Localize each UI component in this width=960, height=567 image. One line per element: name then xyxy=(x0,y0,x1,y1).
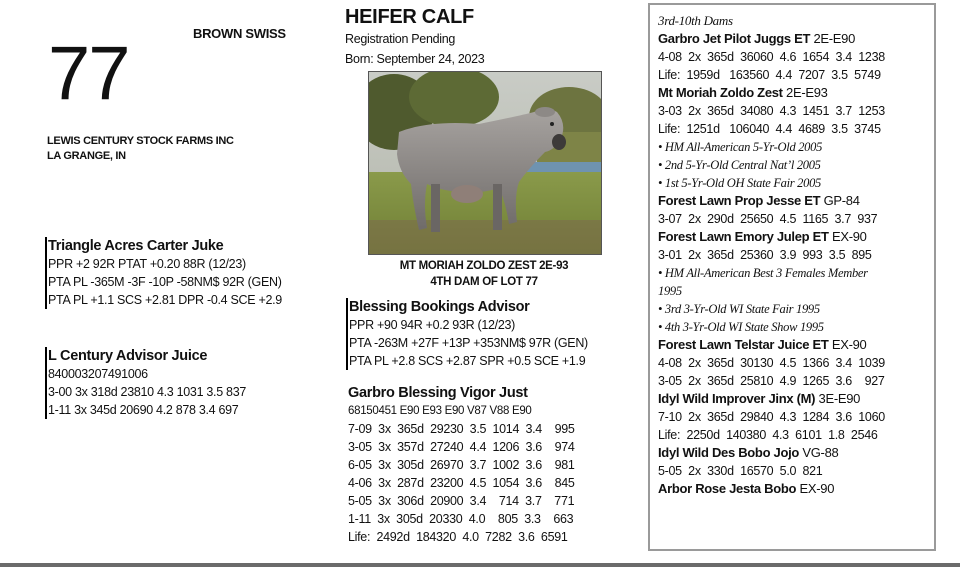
dam-line: 840003207491006 xyxy=(48,367,148,381)
dam-entry-award: • 1st 5-Yr-Old OH State Fair 2005 xyxy=(658,176,821,190)
dam-entry-record: 5-05 2x 330d 16570 5.0 821 xyxy=(658,464,823,478)
lot-number: 77 xyxy=(48,31,129,116)
granddam-record: 5-05 3x 306d 20900 3.4 714 3.7 771 xyxy=(348,494,575,508)
mgs-line: PPR +90 94R +0.2 93R (12/23) xyxy=(349,318,516,332)
dam-entry-record: 4-08 2x 365d 36060 4.6 1654 3.4 1238 xyxy=(658,50,885,64)
dam-entry-award: • 2nd 5-Yr-Old Central Nat’l 2005 xyxy=(658,158,821,172)
dam-entry-record: Life: 2250d 140380 4.3 6101 1.8 2546 xyxy=(658,428,878,442)
dam-entry-name: Forest Lawn Prop Jesse ET GP-84 xyxy=(658,193,860,208)
photo-caption xyxy=(368,258,600,290)
granddam-record: 3-05 3x 357d 27240 4.4 1206 3.6 974 xyxy=(348,440,575,454)
sire-line: PTA PL +1.1 SCS +2.81 DPR -0.4 SCE +2.9 xyxy=(48,293,282,307)
dam-entry-award: • HM All-American Best 3 Females Member xyxy=(658,266,868,280)
photo-caption-relation: 4TH DAM OF LOT 77 xyxy=(430,276,538,288)
mgs-name: Blessing Bookings Advisor xyxy=(349,299,530,315)
dam-entry-record: 3-03 2x 365d 34080 4.3 1451 3.7 1253 xyxy=(658,104,885,118)
sire-line: PPR +2 92R PTAT +0.20 88R (12/23) xyxy=(48,257,246,271)
dam-name: L Century Advisor Juice xyxy=(48,348,208,364)
registration-status: Registration Pending xyxy=(345,32,456,46)
dam-entry-record: 7-10 2x 365d 29840 4.3 1284 3.6 1060 xyxy=(658,410,885,424)
granddam-lifetime: Life: 2492d 184320 4.0 7282 3.6 6591 xyxy=(348,530,568,544)
dams-panel xyxy=(648,3,936,551)
sire-block xyxy=(45,237,282,309)
bottom-rule xyxy=(0,563,960,567)
dam-entry-record: 4-08 2x 365d 30130 4.5 1366 3.4 1039 xyxy=(658,356,885,370)
granddam-id: 68150451 E90 E93 E90 V87 V88 E90 xyxy=(348,405,532,417)
granddam-record: 7-09 3x 365d 29230 3.5 1014 3.4 995 xyxy=(348,422,575,436)
dam-entry-name: Forest Lawn Telstar Juice ET EX-90 xyxy=(658,337,867,352)
page-title: HEIFER CALF xyxy=(345,6,474,28)
owner-name: LEWIS CENTURY STOCK FARMS INC xyxy=(47,135,234,147)
dam-entry-name: Idyl Wild Improver Jinx (M) 3E-E90 xyxy=(658,391,861,406)
dam-entry-name: Arbor Rose Jesta Bobo EX-90 xyxy=(658,481,835,496)
dam-entry-award: 1995 xyxy=(658,284,682,298)
mgs-block xyxy=(346,298,588,370)
mgs-line: PTA -263M +27F +13P +353NM$ 97R (GEN) xyxy=(349,336,588,350)
photo-caption-name: MT MORIAH ZOLDO ZEST 2E-93 xyxy=(399,260,569,272)
breed-label: BROWN SWISS xyxy=(193,26,286,41)
dam-entry-name: Mt Moriah Zoldo Zest 2E-E93 xyxy=(658,85,828,100)
granddam-name: Garbro Blessing Vigor Just xyxy=(348,385,528,401)
dam-entry-record: Life: 1251d 106040 4.4 4689 3.5 3745 xyxy=(658,122,881,136)
cow-photo xyxy=(368,71,602,255)
granddam-block xyxy=(348,384,575,546)
dam-entry-name: Garbro Jet Pilot Juggs ET 2E-E90 xyxy=(658,31,856,46)
sire-line: PTA PL -365M -3F -10P -58NM$ 92R (GEN) xyxy=(48,275,282,289)
granddam-record: 1-11 3x 305d 20330 4.0 805 3.3 663 xyxy=(348,512,574,526)
mgs-line: PTA PL +2.8 SCS +2.87 SPR +0.5 SCE +1.9 xyxy=(349,354,586,368)
dam-entry-record: 3-01 2x 365d 25360 3.9 993 3.5 895 xyxy=(658,248,872,262)
owner-location: LA GRANGE, IN xyxy=(47,150,126,162)
dam-entry-name: Idyl Wild Des Bobo Jojo VG-88 xyxy=(658,445,839,460)
dam-line: 1-11 3x 345d 20690 4.2 878 3.4 697 xyxy=(48,403,239,417)
dams-header: 3rd-10th Dams xyxy=(658,13,733,28)
dam-entry-name: Forest Lawn Emory Julep ET EX-90 xyxy=(658,229,867,244)
birth-date: Born: September 24, 2023 xyxy=(345,52,485,66)
granddam-record: 6-05 3x 305d 26970 3.7 1002 3.6 981 xyxy=(348,458,575,472)
dam-entry-award: • HM All-American 5-Yr-Old 2005 xyxy=(658,140,823,154)
dam-entry-record: Life: 1959d 163560 4.4 7207 3.5 5749 xyxy=(658,68,881,82)
dam-line: 3-00 3x 318d 23810 4.3 1031 3.5 837 xyxy=(48,385,247,399)
dam-entry-award: • 4th 3-Yr-Old WI State Show 1995 xyxy=(658,320,824,334)
dam-entry-record: 3-07 2x 290d 25650 4.5 1165 3.7 937 xyxy=(658,212,878,226)
owner-info xyxy=(47,134,234,164)
dam-entry-award: • 3rd 3-Yr-Old WI State Fair 1995 xyxy=(658,302,820,316)
sire-name: Triangle Acres Carter Juke xyxy=(48,238,224,254)
dam-block xyxy=(45,347,246,419)
dam-entry-record: 3-05 2x 365d 25810 4.9 1265 3.6 927 xyxy=(658,374,885,388)
granddam-record: 4-06 3x 287d 23200 4.5 1054 3.6 845 xyxy=(348,476,575,490)
